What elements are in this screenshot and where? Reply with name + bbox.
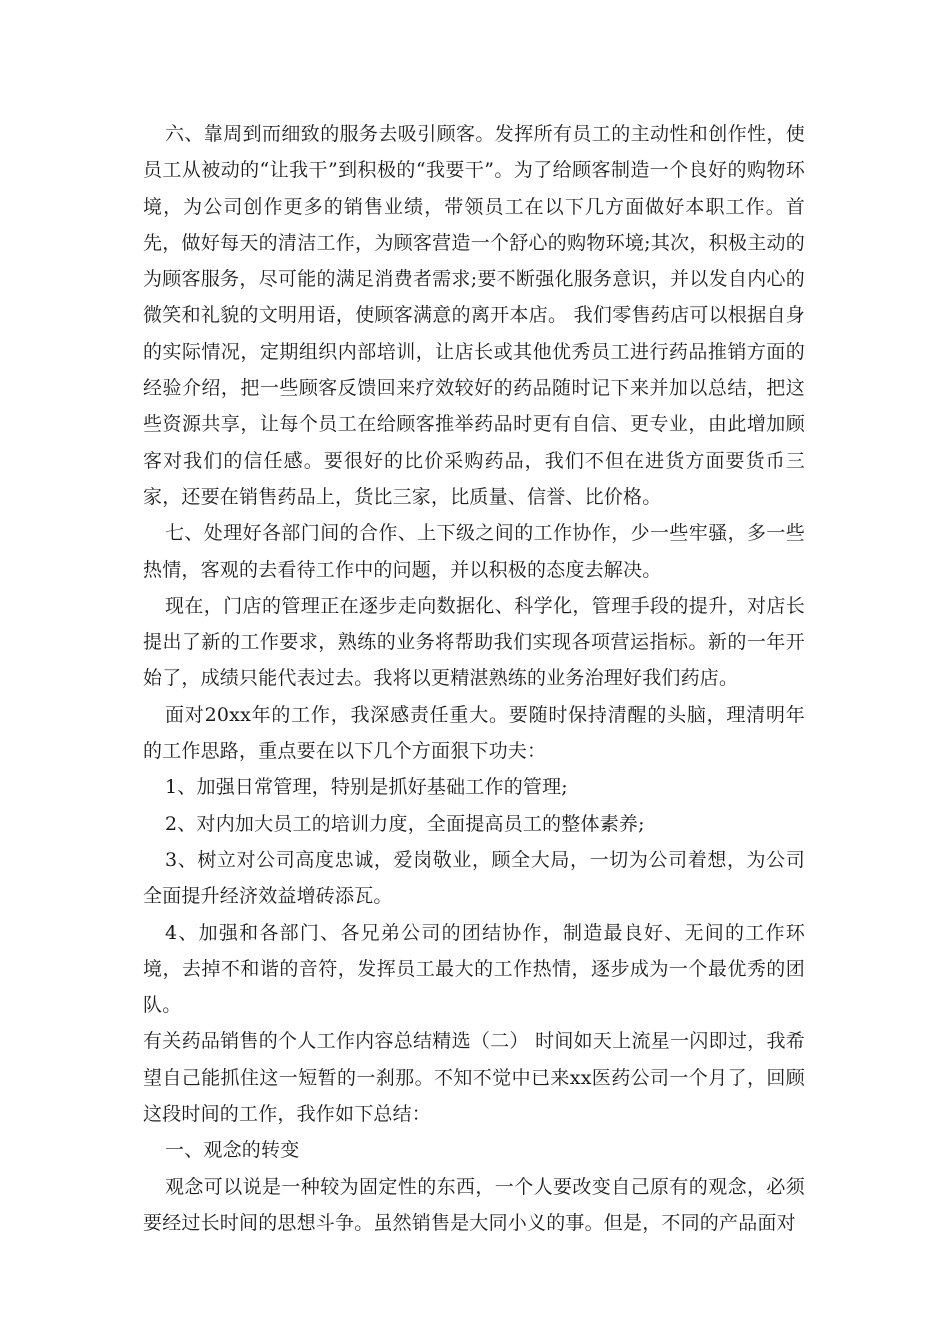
paragraph-concept: 观念可以说是一种较为固定性的东西，一个人要改变自己原有的观念，必须要经过长时间的思想斗争。虽然销售是大同小义的事。但是，不同的产品面对: [143, 1175, 805, 1234]
paragraph-next-year: 面对20xx年的工作，我深感责任重大。要随时保持清醒的头脑，理清明年的工作思路，重点要在以下几个方面狠下功夫：: [143, 703, 805, 763]
list-item-4: 4、加强和各部门、各兄弟公司的团结协作，制造最良好、无间的工作环境，去掉不和谐的音符，发挥员工最大的工作热情，逐步成为一个最优秀的团队。: [143, 921, 805, 1017]
paragraph-management: 现在，门店的管理正在逐步走向数据化、科学化，管理手段的提升，对店长提出了新的工作要求，熟练的业务将帮助我们实现各项营运指标。新的一年开始了，成绩只能代表过去。我将以更精湛熟练的业务治理好我们药店。: [143, 594, 805, 690]
paragraph-cooperation: 七、处理好各部门间的合作、上下级之间的工作协作，少一些牢骚，多一些热情，客观的去看待工作中的问题，并以积极的态度去解决。: [143, 522, 805, 581]
section-heading-part-two: 有关药品销售的个人工作内容总结精选（二） 时间如天上流星一闪即过，我希望自己能抓住这一短暂的一刹那。不知不觉中已来xx医药公司一个月了，回顾这段时间的工作，我作如下总结：: [143, 1030, 805, 1126]
list-item-3: 3、树立对公司高度忠诚，爱岗敬业，顾全大局，一切为公司着想，为公司全面提升经济效益增砖添瓦。: [143, 848, 805, 908]
paragraph-service: 六、靠周到而细致的服务去吸引顾客。发挥所有员工的主动性和创作性，使员工从被动的“让我干”到积极的“我要干”。为了给顾客制造一个良好的购物环境，为公司创作更多的销售业绩，带领员工在以下几方面做好本职工作。首先，做好每天的清洁工作，为顾客营造一个舒心的购物环境;其次，积极主动的为顾客服务，尽可能的满足消费者需求;要不断强化服务意识，并以发自内心的微笑和礼貌的文明用语，使顾客满意的离开本店。 我们零售药店可以根据自身的实际情况，定期组织内部培训，让店长或其他优秀员工进行药品推销方面的经验介绍，把一些顾客反馈回来疗效较好的药品随时记下来并加以总结，把这些资源共享，让每个员工在给顾客推举药品时更有自信、更专业，由此增加顾客对我们的信任感。要很好的比价采购药品，我们不但在进货方面要货币三家，还要在销售药品上，货比三家，比质量、信誉、比价格。: [143, 123, 805, 508]
document-body: [143, 116, 805, 1241]
subheading-concept-change: 一、观念的转变: [165, 1139, 300, 1162]
list-item-2: 2、对内加大员工的培训力度，全面提高员工的整体素养;: [165, 812, 645, 835]
list-item-1: 1、加强日常管理，特别是抓好基础工作的管理;: [165, 776, 568, 799]
